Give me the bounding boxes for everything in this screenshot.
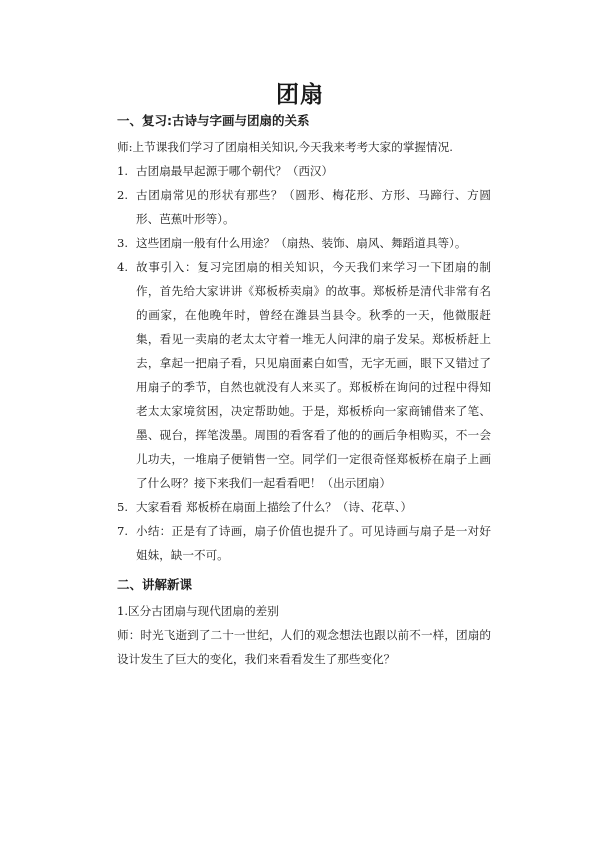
- list-item-text: 这些团扇一般有什么用途？（扇热、装饰、扇风、舞蹈道具等）。: [136, 236, 467, 250]
- list-item-number: 3.: [117, 236, 129, 250]
- list-item-number: 4.: [117, 260, 129, 274]
- list-item-number: 1.: [117, 164, 129, 178]
- list-item-number: 2.: [117, 188, 129, 202]
- list-item: [117, 183, 491, 231]
- section-1-heading: 一、复习:古诗与字画与团扇的关系: [117, 113, 310, 128]
- list-item: [117, 495, 491, 519]
- page-title: 团扇: [276, 82, 324, 108]
- list-item-text: 故事引入：复习完团扇的相关知识，今天我们来学习一下团扇的制作，首先给大家讲讲《郑板桥卖扇》的故事。郑板桥是清代非常有名的画家，在他晚年时，曾经在潍县当县令。秋季的一天，他微服赶集，看见一卖扇的老太太守着一堆无人问津的扇子发呆。郑板桥赶上去，拿起一把扇子看，只见扇面素白如雪，无字无画，眼下又错过了用扇子的季节，自然也就没有人来买了。郑板桥在询问的过程中得知老太太家境贫困，决定帮助她。于是，郑板桥向一家商铺借来了笔、墨、砚台，挥笔泼墨。周围的看客看了他的的画后争相购买，不一会儿功夫，一堆扇子便销售一空。同学们一定很奇怪郑板桥在扇子上画了什么呀？接下来我们一起看看吧！（出示团扇）: [136, 260, 491, 490]
- section-2-paragraph: 师：时光飞逝到了二十一世纪，人们的观念想法也跟以前不一样，团扇的设计发生了巨大的变化，我们来看看发生了那些变化？: [117, 628, 491, 666]
- section-2-heading: 二、讲解新课: [117, 577, 193, 592]
- list-item: [117, 159, 491, 183]
- list-item-number: 7.: [117, 524, 129, 538]
- document-body: [117, 109, 491, 671]
- list-item: [117, 519, 491, 567]
- section-2-subheading: 1.区分古团扇与现代团扇的差别: [117, 604, 279, 618]
- section-1-intro: 师:上节课我们学习了团扇相关知识,今天我来考考大家的掌握情况.: [117, 140, 453, 154]
- list-item-text: 古团扇常见的形状有那些？（圆形、梅花形、方形、马蹄行、方圆形、芭蕉叶形等）。: [136, 188, 491, 226]
- list-item-text: 古团扇最早起源于哪个朝代？（西汉）: [136, 164, 334, 178]
- list-item: [117, 255, 491, 495]
- list-item-number: 5.: [117, 500, 129, 514]
- list-item-text: 小结：正是有了诗画，扇子价值也提升了。可见诗画与扇子是一对好姐妹，缺一不可。: [136, 524, 491, 562]
- list-item: [117, 231, 491, 255]
- list-item-text: 大家看看 郑板桥在扇面上描绘了什么？（诗、花草、）: [136, 500, 413, 514]
